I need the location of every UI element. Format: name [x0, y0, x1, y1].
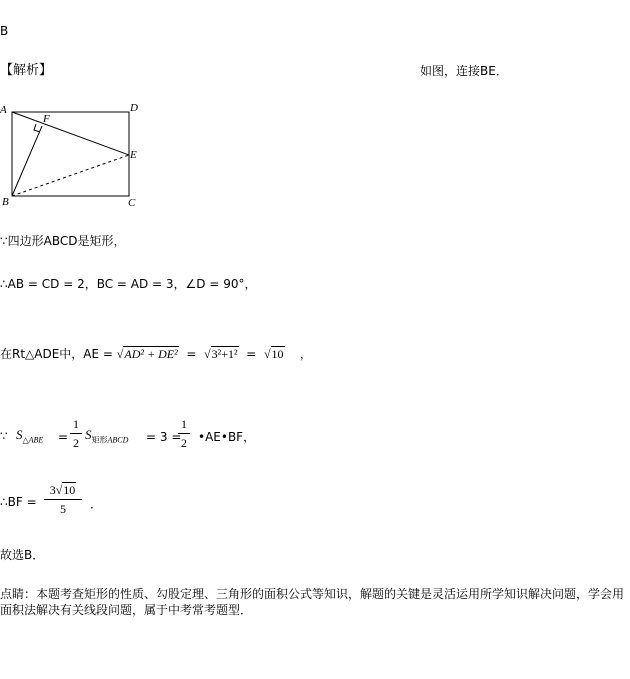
label-b: B [2, 196, 9, 208]
line4-eq1: = [58, 430, 69, 444]
sqrt-ad-de: √AD² + DE² [116, 347, 178, 361]
proof-line-3 [0, 346, 312, 366]
proof-line-2: ∴AB = CD = 2，BC = AD = 3，∠D = 90°， [0, 277, 257, 291]
fraction-one-half-b: 1 2 [178, 417, 190, 450]
comment-paragraph: 点睛：本题考查矩形的性质、勾股定理、三角形的面积公式等知识，解题的关键是灵活运用所学知识解决问题，学会用面积法解决有关线段问题，属于中考常考题型． [0, 587, 625, 617]
fraction-one-half-a: 1 2 [70, 417, 82, 450]
proof-line-1: ∵四边形ABCD是矩形， [0, 234, 126, 248]
final-choice: 故选B． [0, 548, 45, 562]
line3-eq1: = [186, 347, 197, 361]
label-c: C [128, 197, 136, 209]
s-rect-abcd: $S_{矩形ABCD}$ [85, 427, 129, 445]
line3-eq2: = [246, 347, 257, 361]
line3-prefix: 在Rt△ADE中，AE = [0, 347, 113, 361]
line5-prefix: ∴BF = [0, 495, 37, 509]
line5-suffix: ． [90, 497, 103, 511]
s-abe: $S_{\triangle ABE}$ [16, 427, 44, 445]
analysis-heading: 【解析】 [0, 63, 53, 78]
rectangle-figure [0, 100, 150, 210]
sqrt-3-1: √3²+1² [204, 347, 238, 361]
segment-be-dashed [12, 155, 129, 196]
line4-tail: •AE•BF， [198, 430, 256, 444]
intro-text: 如图，连接BE． [420, 64, 508, 78]
because-symbol: ∵ [0, 429, 8, 443]
bf-fraction: 3√10 5 [44, 482, 82, 516]
label-d: D [130, 102, 138, 114]
right-angle-mark [34, 124, 40, 132]
segment-ae [12, 112, 129, 155]
sqrt-10: √10 [263, 347, 284, 361]
answer-letter: B [0, 24, 9, 38]
label-a: A [0, 104, 7, 116]
line4-eq2: = 3 = [146, 430, 182, 444]
label-f: F [43, 113, 50, 125]
segment-bf [12, 126, 42, 196]
line3-suffix: ， [299, 347, 312, 361]
label-e: E [130, 149, 137, 161]
